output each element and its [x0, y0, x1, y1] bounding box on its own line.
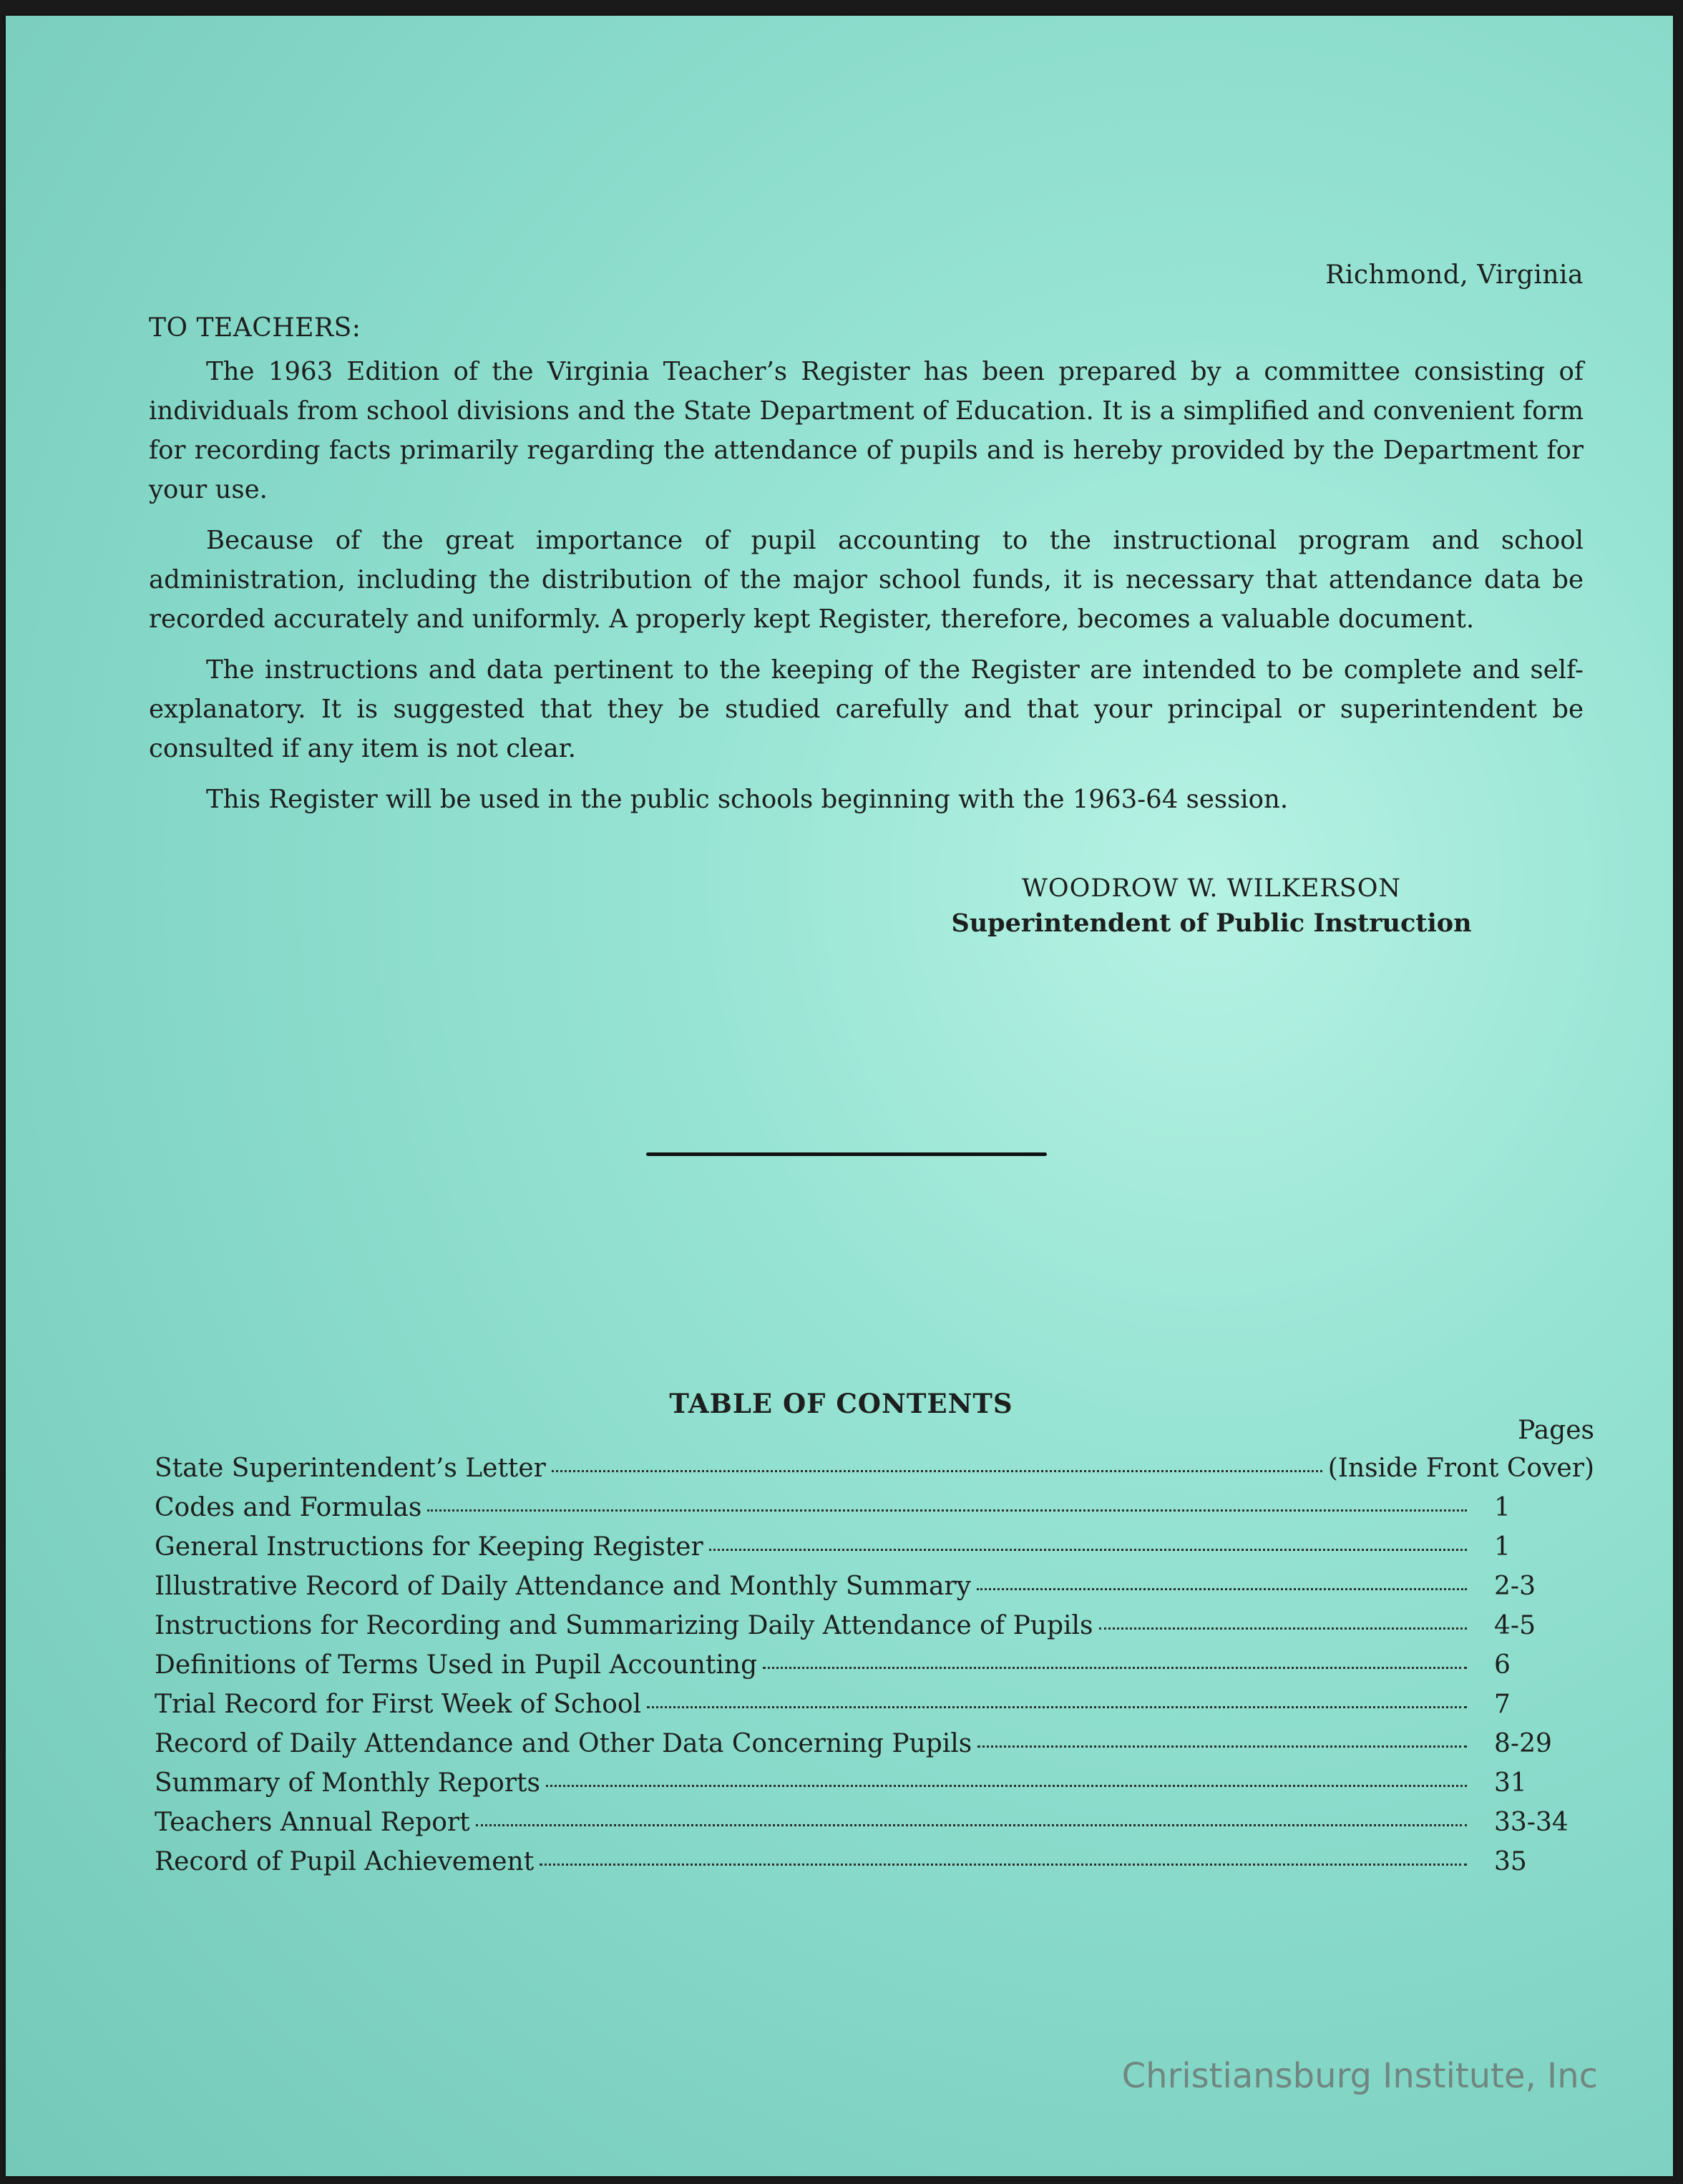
toc-entry-label: General Instructions for Keeping Register	[155, 1532, 703, 1562]
signature-title: Superintendent of Public Instruction	[951, 909, 1472, 938]
signature-name: WOODROW W. WILKERSON	[1021, 874, 1402, 903]
toc-entry-label: Instructions for Recording and Summarizing Daily Attendance of Pupils	[155, 1611, 1093, 1640]
toc-entry-page: 35	[1494, 1847, 1527, 1876]
toc-leader-dots	[1099, 1627, 1467, 1630]
section-divider	[646, 1152, 1047, 1156]
toc-entry-page: (Inside Front Cover)	[1327, 1454, 1594, 1483]
toc-leader-dots	[647, 1706, 1467, 1708]
toc-entry-label: Codes and Formulas	[155, 1493, 422, 1522]
toc-entry	[155, 1808, 1594, 1847]
letter-body	[149, 352, 1584, 831]
toc-leader-dots	[476, 1824, 1467, 1826]
toc-entry-label: Summary of Monthly Reports	[155, 1768, 540, 1798]
toc-entry-label: Illustrative Record of Daily Attendance and Monthly Summary	[155, 1572, 971, 1601]
letter-paragraph: This Register will be used in the public schools beginning with the 1963-64 session.	[206, 785, 1289, 814]
letter-paragraph: Because of the great importance of pupil accounting to the instructional program and school administration, including the distribution of the major school funds, it is necessary that attendance data be recorded accurately and uniformly. A properly kept Register, therefore, becomes a valuable document.	[149, 526, 1584, 634]
toc-entry-page: 6	[1494, 1650, 1511, 1680]
letter-location: Richmond, Virginia	[1325, 260, 1584, 290]
toc-entry-page: 1	[1494, 1493, 1511, 1522]
toc-entry-label: Trial Record for First Week of School	[155, 1690, 642, 1719]
letter-paragraph: The 1963 Edition of the Virginia Teacher’s Register has been prepared by a committee consisting of individuals from school divisions and the State Department of Education. It is a simplified and convenient form for recording facts primarily regarding the attendance of pupils and is hereby provided by the Department for your use.	[149, 357, 1584, 504]
toc-entry-label: State Superintendent’s Letter	[155, 1454, 546, 1483]
signature-block	[950, 871, 1473, 941]
watermark-text: Christiansburg Institute, Inc	[1121, 2056, 1598, 2096]
toc-entry	[155, 1729, 1594, 1768]
toc-entry-label: Definitions of Terms Used in Pupil Accounting	[155, 1650, 758, 1680]
toc-entry	[155, 1532, 1594, 1572]
toc-leader-dots	[977, 1745, 1467, 1748]
toc-leader-dots	[709, 1549, 1467, 1551]
toc-entry	[155, 1572, 1594, 1611]
toc-pages-header: Pages	[1518, 1416, 1594, 1445]
toc-entry	[155, 1847, 1594, 1886]
toc-entry	[155, 1493, 1594, 1532]
toc-entry-page: 2-3	[1494, 1572, 1536, 1601]
toc-leader-dots	[763, 1667, 1467, 1669]
toc-entry-page: 1	[1494, 1532, 1511, 1562]
document-page	[6, 16, 1673, 2176]
toc-entry-page: 8-29	[1494, 1729, 1552, 1758]
toc-entry	[155, 1690, 1594, 1729]
toc-entry-page: 31	[1494, 1768, 1527, 1798]
toc-leader-dots	[552, 1470, 1322, 1472]
table-of-contents	[155, 1454, 1594, 1886]
toc-entry-page: 4-5	[1494, 1611, 1536, 1640]
toc-leader-dots	[977, 1588, 1467, 1590]
toc-entry-page: 7	[1494, 1690, 1511, 1719]
letter-salutation: TO TEACHERS:	[149, 313, 361, 343]
toc-title: TABLE OF CONTENTS	[669, 1388, 1013, 1419]
toc-entry-label: Record of Daily Attendance and Other Data Concerning Pupils	[155, 1729, 972, 1758]
toc-entry	[155, 1611, 1594, 1650]
toc-leader-dots	[546, 1785, 1467, 1787]
toc-entry-label: Teachers Annual Report	[155, 1808, 470, 1837]
toc-leader-dots	[427, 1509, 1467, 1512]
toc-entry-page: 33-34	[1494, 1808, 1569, 1837]
toc-entry	[155, 1768, 1594, 1808]
toc-leader-dots	[540, 1864, 1467, 1866]
letter-paragraph: The instructions and data pertinent to the keeping of the Register are intended to be complete and self-explanatory. It is suggested that they be studied carefully and that your principal or superintendent be consulted if any item is not clear.	[149, 655, 1584, 763]
toc-entry	[155, 1454, 1594, 1493]
toc-entry	[155, 1650, 1594, 1690]
toc-entry-label: Record of Pupil Achievement	[155, 1847, 535, 1876]
